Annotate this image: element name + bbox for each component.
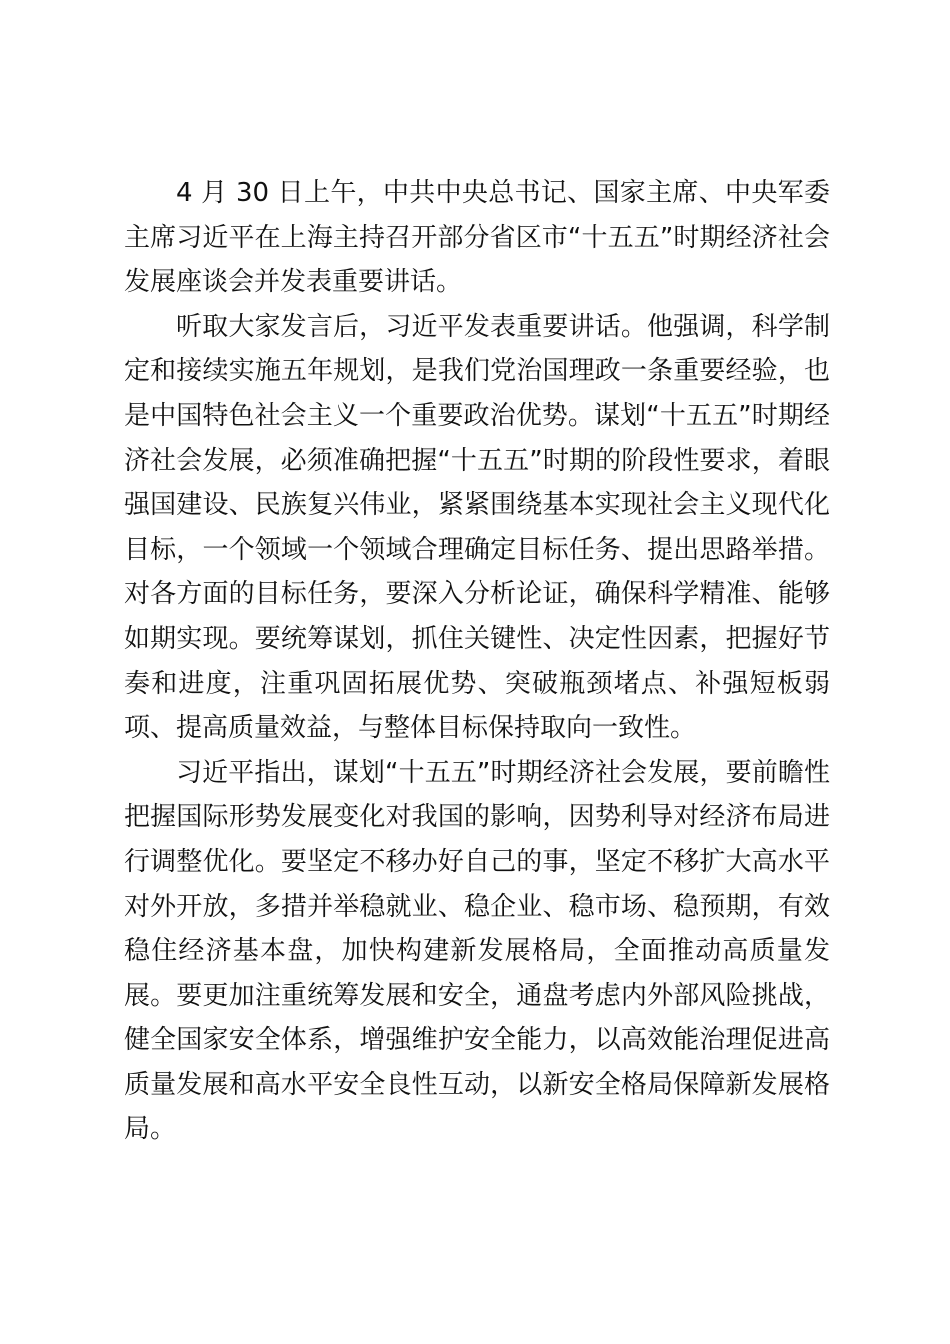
paragraph-2: 听取大家发言后，习近平发表重要讲话。他强调，科学制定和接续实施五年规划，是我们党治国理政一条重要经验，也是中国特色社会主义一个重要政治优势。谋划“十五五”时期经济社会发展，必须准确把握“十五五”时期的阶段性要求，着眼强国建设、民族复兴伟业，紧紧围绕基本实现社会主义现代化目标，一个领域一个领域合理确定目标任务、提出思路举措。对各方面的目标任务，要深入分析论证，确保科学精准、能够如期实现。要统筹谋划，抓住关键性、决定性因素，把握好节奏和进度，注重巩固拓展优势、突破瓶颈堵点、补强短板弱项、提高质量效益，与整体目标保持取向一致性。 xyxy=(124,311,830,744)
paragraph-1: 4 月 30 日上午，中共中央总书记、国家主席、中央军委主席习近平在上海主持召开部分省区市“十五五”时期经济社会发展座谈会并发表重要讲话。 xyxy=(124,178,830,298)
paragraph-3: 习近平指出，谋划“十五五”时期经济社会发展，要前瞻性把握国际形势发展变化对我国的影响，因势利导对经济布局进行调整优化。要坚定不移办好自己的事，坚定不移扩大高水平对外开放，多措并举稳就业、稳企业、稳市场、稳预期，有效稳住经济基本盘，加快构建新发展格局，全面推动高质量发展。要更加注重统筹发展和安全，通盘考虑内外部风险挑战，健全国家安全体系，增强维护安全能力，以高效能治理促进高质量发展和高水平安全良性互动，以新安全格局保障新发展格局。 xyxy=(124,757,830,1145)
document-body xyxy=(124,171,830,1152)
